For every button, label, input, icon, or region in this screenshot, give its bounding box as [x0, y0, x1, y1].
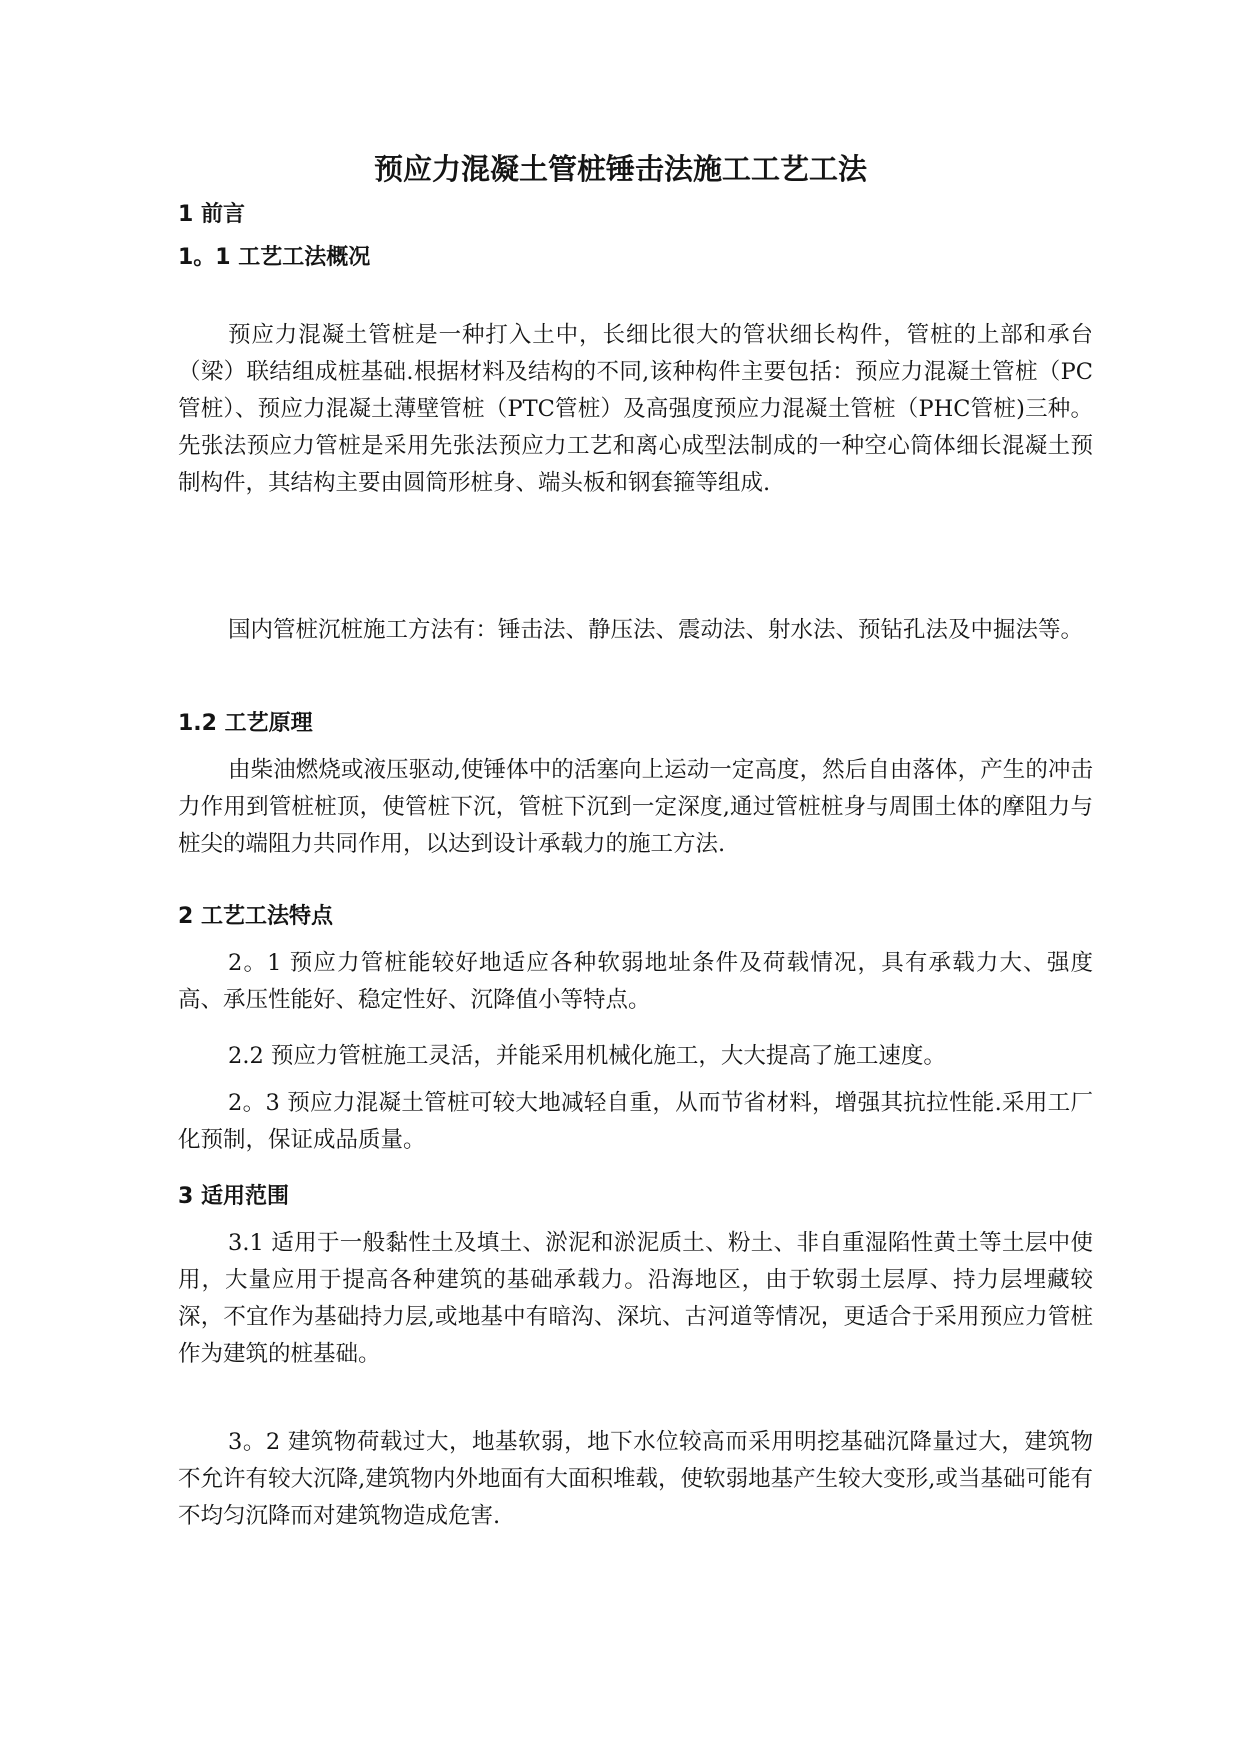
paragraph-1-2: 由柴油燃烧或液压驱动,使锤体中的活塞向上运动一定高度，然后自由落体，产生的冲击力作用到管桩桩顶，使管桩下沉，管桩下沉到一定深度,通过管桩桩身与周围土体的摩阻力与桩尖的端阻力共同作用，以达到设计承载力的施工方法. — [178, 757, 1093, 857]
document-title: 预应力混凝土管桩锤击法施工工艺工法 — [373, 152, 867, 186]
section-heading-2: 2 工艺工法特点 — [178, 904, 333, 929]
section-heading-1-1: 1。1 工艺工法概况 — [178, 245, 371, 270]
paragraph-3-1: 3.1 适用于一般黏性土及填土、淤泥和淤泥质土、粉土、非自重湿陷性黄土等土层中使用，大量应用于提高各种建筑的基础承载力。沿海地区，由于软弱土层厚、持力层埋藏较深，不宜作为基础持力层,或地基中有暗沟、深坑、古河道等情况，更适合于采用预应力管桩作为建筑的桩基础。 — [178, 1230, 1093, 1367]
paragraph-1-1-a: 预应力混凝土管桩是一种打入土中，长细比很大的管状细长构件，管桩的上部和承台（梁）联结组成桩基础.根据材料及结构的不同,该种构件主要包括：预应力混凝土管桩（PC管桩）、预应力混凝土薄壁管桩（PTC管桩）及高强度预应力混凝土管桩（PHC管桩)三种。先张法预应力管桩是采用先张法预应力工艺和离心成型法制成的一种空心筒体细长混凝土预制构件，其结构主要由圆筒形桩身、端头板和钢套箍等组成. — [178, 322, 1093, 496]
paragraph-2-3: 2。3 预应力混凝土管桩可较大地减轻自重，从而节省材料，增强其抗拉性能.采用工厂化预制，保证成品质量。 — [178, 1090, 1093, 1153]
paragraph-2-2: 2.2 预应力管桩施工灵活，并能采用机械化施工，大大提高了施工速度。 — [228, 1043, 946, 1069]
paragraph-2-1: 2。1 预应力管桩能较好地适应各种软弱地址条件及荷载情况，具有承载力大、强度高、承压性能好、稳定性好、沉降值小等特点。 — [178, 950, 1093, 1013]
section-heading-1: 1 前言 — [178, 202, 245, 227]
section-heading-1-2: 1.2 工艺原理 — [178, 711, 313, 736]
section-heading-3: 3 适用范围 — [178, 1184, 289, 1209]
paragraph-1-1-b: 国内管桩沉桩施工方法有：锤击法、静压法、震动法、射水法、预钻孔法及中掘法等。 — [228, 617, 1084, 643]
paragraph-3-2: 3。2 建筑物荷载过大，地基软弱，地下水位较高而采用明挖基础沉降量过大，建筑物不允许有较大沉降,建筑物内外地面有大面积堆载，使软弱地基产生较大变形,或当基础可能有不均匀沉降而对建筑物造成危害. — [178, 1429, 1093, 1529]
